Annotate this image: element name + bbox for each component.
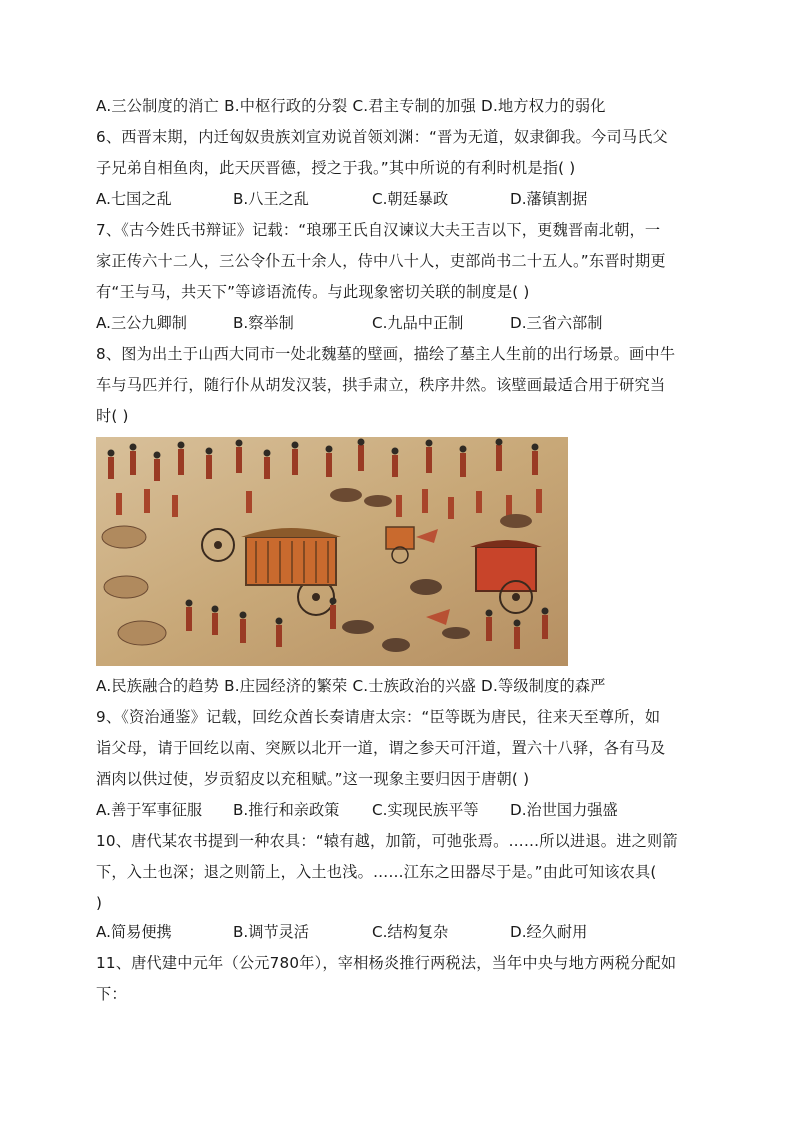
q7-option-d: D.三省六部制 (510, 314, 603, 332)
q11-stem-line-2: 下： (96, 985, 127, 1003)
q8-stem-line-2: 车与马匹并行，随行仆从胡发汉装，拱手肃立，秩序井然。该壁画最适合用于研究当 (96, 376, 666, 394)
q10-stem-line-3: ) (96, 894, 103, 912)
q6-option-b: B.八王之乱 (233, 190, 309, 208)
q8-options: A.民族融合的趋势 B.庄园经济的繁荣 C.士族政治的兴盛 D.等级制度的森严 (96, 677, 606, 695)
q6-stem-line-1: 6、西晋末期，内迁匈奴贵族刘宣劝说首领刘渊：“晋为无道，奴隶御我。今司马氏父 (96, 128, 668, 146)
q7-option-c: C.九品中正制 (372, 314, 464, 332)
q8-stem-line-3: 时( ) (96, 407, 129, 425)
q7-stem-line-1: 7、《古今姓氏书辩证》记载：“琅琊王氏自汉谏议大夫王吉以下，更魏晋南北朝，一 (96, 221, 661, 239)
q9-option-d: D.治世国力强盛 (510, 801, 618, 819)
q5-options: A.三公制度的消亡 B.中枢行政的分裂 C.君主专制的加强 D.地方权力的弱化 (96, 97, 606, 115)
q11-stem-line-1: 11、唐代建中元年（公元780年），宰相杨炎推行两税法，当年中央与地方两税分配如 (96, 954, 677, 972)
q10-option-c: C.结构复杂 (372, 923, 449, 941)
q9-stem-line-2: 诣父母，请于回纥以南、突厥以北开一道，谓之参天可汗道，置六十八驿，各有马及 (96, 739, 666, 757)
q6-option-d: D.藩镇割据 (510, 190, 588, 208)
q9-option-b: B.推行和亲政策 (233, 801, 340, 819)
q7-stem-line-3: 有“王与马，共天下”等谚语流传。与此现象密切关联的制度是( ) (96, 283, 530, 301)
q7-option-a: A.三公九卿制 (96, 314, 187, 332)
q9-stem-line-1: 9、《资治通鉴》记载，回纥众酋长奏请唐太宗：“臣等既为唐民，往来天至尊所，如 (96, 708, 661, 726)
q9-option-c: C.实现民族平等 (372, 801, 479, 819)
q10-option-a: A.简易便携 (96, 923, 172, 941)
q7-option-b: B.察举制 (233, 314, 294, 332)
q10-stem-line-2: 下，入土也深；退之则箭上，入土也浅。……江东之田器尽于是。”由此可知该农具( (96, 863, 657, 881)
q7-stem-line-2: 家正传六十二人，三公令仆五十余人，侍中八十人，吏部尚书二十五人。”东晋时期更 (96, 252, 666, 270)
q6-option-a: A.七国之乱 (96, 190, 172, 208)
q8-stem-line-1: 8、图为出土于山西大同市一处北魏墓的壁画，描绘了墓主人生前的出行场景。画中牛 (96, 345, 676, 363)
q6-option-c: C.朝廷暴政 (372, 190, 449, 208)
q9-stem-line-3: 酒肉以供过使，岁贡貂皮以充租赋。”这一现象主要归因于唐朝( ) (96, 770, 530, 788)
q10-option-b: B.调节灵活 (233, 923, 309, 941)
q9-option-a: A.善于军事征服 (96, 801, 203, 819)
mural-image (96, 437, 568, 666)
q6-stem-line-2: 子兄弟自相鱼肉，此天厌晋德，授之于我。”其中所说的有利时机是指( ) (96, 159, 576, 177)
q10-stem-line-1: 10、唐代某农书提到一种农具：“辕有越，加箭，可弛张焉。……所以进退。进之则箭 (96, 832, 678, 850)
q10-option-d: D.经久耐用 (510, 923, 588, 941)
